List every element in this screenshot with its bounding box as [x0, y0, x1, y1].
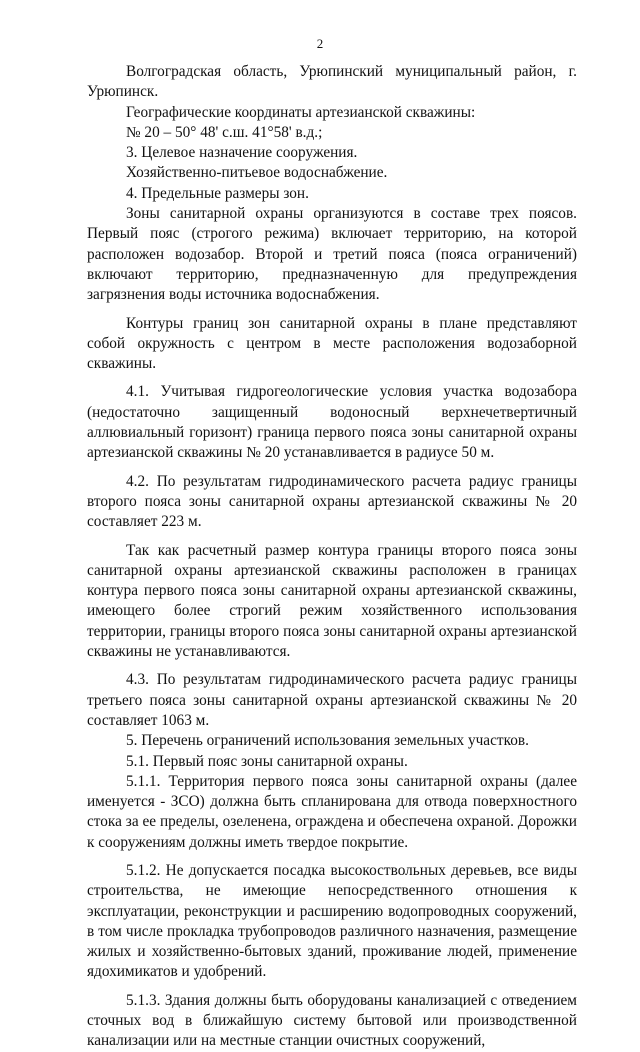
paragraph: 5.1.1. Территория первого пояса зоны санитарной охраны (далее именуется - ЗСО) должна быть спланирована для отвода поверхностного стока за ее пределы, озеленена, ограждена и обеспечена охраной. Дорожки к сооружениям должны иметь твердое покрытие. — [87, 772, 577, 851]
paragraph: Географические координаты артезианской скважины: — [126, 103, 476, 121]
paragraph: 4.2. По результатам гидродинамического расчета радиус границы второго пояса зоны санитарной охраны артезианской скважины № 20 составляет 223 м. — [87, 472, 577, 531]
document-body — [87, 62, 577, 1052]
paragraph: 5. Перечень ограничений использования земельных участков. — [126, 732, 529, 750]
paragraph: 4.1. Учитывая гидрогеологические условия участка водозабора (недостаточно защищенный водоносный верхнечетвертичный аллювиальный горизонт) граница первого пояса зоны санитарной охраны артезианской скважины № 20 устанавливается в радиусе 50 м. — [87, 383, 577, 462]
paragraph: Зоны санитарной охраны организуются в составе трех поясов. Первый пояс (строгого режима) включает территорию, на которой расположен водозабор. Второй и третий пояса (пояса ограничений) включают территорию, предназначенную для предупреждения загрязнения воды источника водоснабжения. — [87, 205, 577, 304]
paragraph: 4. Предельные размеры зон. — [126, 184, 309, 202]
paragraph: 4.3. По результатам гидродинамического расчета радиус границы третьего пояса зоны санитарной охраны артезианской скважины № 20 составляет 1063 м. — [87, 671, 577, 729]
paragraph: Волгоградская область, Урюпинский муниципальный район, г. Урюпинск. — [87, 63, 577, 101]
paragraph: Так как расчетный размер контура границы второго пояса зоны санитарной охраны артезианской скважины расположен в границах контура первого пояса зоны санитарной охраны артезианской скважины, имеющего более строгий режим хозяйственного использования территории, границы второго пояса зоны санитарной охраны артезианской скважины не устанавливаются. — [87, 541, 577, 661]
paragraph: № 20 – 50° 48' с.ш. 41°58' в.д.; — [126, 123, 323, 141]
page-number: 2 — [316, 36, 324, 51]
paragraph: Хозяйственно-питьевое водоснабжение. — [126, 164, 388, 182]
paragraph: Контуры границ зон санитарной охраны в плане представляют собой окружность с центром в месте расположения водозаборной скважины. — [87, 314, 577, 373]
paragraph: 5.1.3. Здания должны быть оборудованы канализацией с отведением сточных вод в ближайшую систему бытовой или производственной канализации или на местные станции очистных сооружений, — [87, 991, 577, 1050]
paragraph: 3. Целевое назначение сооружения. — [126, 144, 358, 162]
paragraph: 5.1. Первый пояс зоны санитарной охраны. — [126, 752, 408, 770]
paragraph: 5.1.2. Не допускается посадка высокоствольных деревьев, все виды строительства, не имеющие непосредственного отношения к эксплуатации, реконструкции и расширению водопроводных сооружений, в том числе прокладка трубопроводов различного назначения, размещение жилых и хозяйственно-бытовых зданий, проживание людей, применение ядохимикатов и удобрений. — [87, 861, 577, 981]
